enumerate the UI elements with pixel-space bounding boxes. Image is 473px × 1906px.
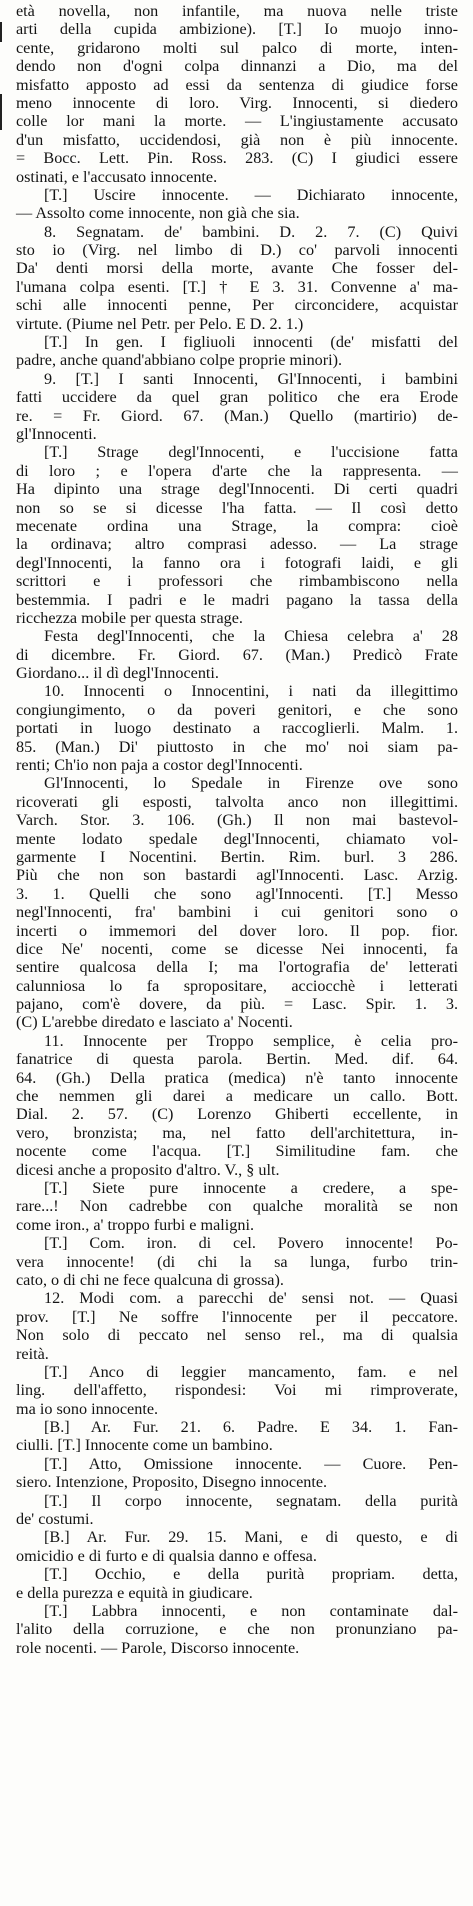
text-line: fatti uccidere da quel gran politico che era Erode xyxy=(16,388,458,407)
text-line: calunniosa lo fa spropositare, acciocchè i letterati xyxy=(16,976,458,995)
text-line: vero, bronzista; ma, nel fatto dell'architettura, in- xyxy=(16,1123,458,1142)
text-line: Varch. Stor. 3. 106. (Gh.) Il non mai bastevol- xyxy=(16,811,458,830)
text-line: la ordinava; altro comprasi adesso. — La strage xyxy=(16,535,458,554)
text-line: meno innocente di loro. Virg. Innocenti, si diedero xyxy=(16,93,458,112)
text-line: ciulli. [T.] Innocente come un bambino. xyxy=(16,1436,273,1455)
text-line: che nemmen gli darei a medicare un callo. Bott. xyxy=(16,1087,458,1106)
text-line: negl'Innocenti, fra' bambini i cui genitori sono o xyxy=(16,903,458,922)
text-line: padre, anche quand'abbiano colpe proprie minori). xyxy=(16,351,343,370)
text-line: cato, o di chi ne fece qualcuna di grossa). xyxy=(16,1270,284,1289)
margin-rule xyxy=(0,22,2,42)
text-line: siero. Intenzione, Proposito, Disegno innocente. xyxy=(16,1473,328,1492)
text-line: prov. [T.] Ne soffre l'innocente per il peccatore. xyxy=(16,1307,458,1326)
text-line: cente, gridarono molti sul palco di morte, inten- xyxy=(16,38,458,57)
text-line: arti della cupida ambizione). [T.] Io muojo inno- xyxy=(16,20,458,39)
text-line: come iron., a' troppo furbi e maligni. xyxy=(16,1215,255,1234)
text-line: mente lodato spedale degl'Innocenti, chiamato vol- xyxy=(16,829,458,848)
text-line: omicidio e di furto e di qualsia danno e offesa. xyxy=(16,1546,317,1565)
text-line: [T.] Labbra innocenti, e non contaminate dal- xyxy=(44,1601,458,1620)
text-line: 12. Modi com. a parecchi de' sensi not. — Quasi xyxy=(44,1289,458,1308)
text-line: l'umana colpa esenti. [T.] † E 3. 31. Convenne a' ma- xyxy=(16,277,458,296)
text-line: [T.] Anco di leggier mancamento, fam. e nel xyxy=(44,1362,458,1381)
text-line: [T.] In gen. I figliuoli innocenti (de' misfatti del xyxy=(44,333,458,352)
text-line: d'un misfatto, uccidendosi, già non è più innocente. xyxy=(16,130,458,149)
text-line: 9. [T.] I santi Innocenti, Gl'Innocenti, i bambini xyxy=(44,369,458,388)
text-line: congiungimento, o da poveri genitori, e che sono xyxy=(16,700,458,719)
text-line: fanatrice di questa parola. Bertin. Med. dif. 64. xyxy=(16,1050,458,1069)
text-line: [T.] Strage degl'Innocenti, e l'uccisione fatta xyxy=(44,443,458,462)
text-line: re. = Fr. Giord. 67. (Man.) Quello (martirio) de- xyxy=(16,406,458,425)
text-line: mecenate ordina una Strage, la compra: cioè xyxy=(16,516,458,535)
text-line: dice Ne' nocenti, come se dicesse Nei innocenti, fa xyxy=(16,939,458,958)
text-line: colle lor mani la morte. — L'ingiustamente accusato xyxy=(16,112,458,131)
text-line: [T.] Siete pure innocente a credere, a spe- xyxy=(44,1179,458,1197)
text-line: = Bocc. Lett. Pin. Ross. 283. (C) I giudici essere xyxy=(16,149,458,168)
text-line: nocente come l'acqua. [T.] Similitudine fam. che xyxy=(16,1142,458,1161)
text-line: portati in luogo destinato a raccoglierli. Malm. 1. xyxy=(16,719,458,738)
text-line: 8. Segnatam. de' bambini. D. 2. 7. (C) Quivi xyxy=(44,222,458,241)
text-line: bestemmia. I padri e le madri pagano la tassa della xyxy=(16,590,458,609)
text-line: degl'Innocenti, la fanno ora i fotografi laidi, e gli xyxy=(16,553,458,572)
text-line: non so se si dicesse l'ha fatta. — Il così detto xyxy=(16,498,458,517)
text-line: [T.] Il corpo innocente, segnatam. della purità xyxy=(44,1491,458,1510)
text-line: Più che non son bastardi agl'Innocenti. Lasc. Arzig. xyxy=(16,866,458,885)
text-line: [T.] Uscire innocente. — Dichiarato innocente, xyxy=(44,185,458,204)
text-line: [T.] Occhio, e della purità propriam. detta, xyxy=(44,1565,458,1584)
text-column xyxy=(16,2,458,1657)
text-line: [T.] Atto, Omissione innocente. — Cuore. Pen- xyxy=(44,1454,458,1473)
text-line: Festa degl'Innocenti, che la Chiesa celebra a' 28 xyxy=(44,627,458,646)
text-line: l'alito della corruzione, e che non pronunziano pa- xyxy=(16,1620,458,1639)
text-line: e della purezza e equità in giudicare. xyxy=(16,1583,253,1602)
text-line: virtute. (Piume nel Petr. per Pelo. E D. 2. 1.) xyxy=(16,314,304,333)
text-line: Gl'Innocenti, lo Spedale in Firenze ove sono xyxy=(44,774,458,793)
text-line: de' costumi. xyxy=(16,1510,94,1529)
text-line: gl'Innocenti. xyxy=(16,424,97,443)
text-line: scrittori e i professori che rimbambiscono nella xyxy=(16,572,458,591)
text-line: ricoverati gli esposti, talvolta anco non illegittimi. xyxy=(16,792,458,811)
text-line: di dicembre. Fr. Giord. 67. (Man.) Predicò Frate xyxy=(16,645,458,664)
text-line: età novella, non infantile, ma nuova nelle triste xyxy=(16,2,458,20)
text-line: 64. (Gh.) Della pratica (medica) n'è tanto innocente xyxy=(16,1068,458,1087)
text-line: 10. Innocenti o Innocentini, i nati da illegittimo xyxy=(44,682,458,701)
text-line: (C) L'arebbe diredato e lasciato a' Nocenti. xyxy=(16,1013,293,1032)
text-line: rare...! Non cadrebbe con qualche moralità se non xyxy=(16,1197,458,1216)
text-line: [B.] Ar. Fur. 29. 15. Mani, e di questo, e di xyxy=(44,1528,458,1547)
text-line: renti; Ch'io non paja a costor degl'Innocenti. xyxy=(16,756,303,775)
text-line: reità. xyxy=(16,1344,49,1363)
text-line: 3. 1. Quelli che sono agl'Innocenti. [T.] Messo xyxy=(16,884,458,903)
margin-rule xyxy=(0,94,2,130)
text-line: 85. (Man.) Di' piuttosto in che mo' noi siam pa- xyxy=(16,737,458,756)
text-line: ostinati, e l'accusato innocente. xyxy=(16,167,218,186)
text-line: sentire qualcosa della I; ma l'ortografia de' letterati xyxy=(16,958,458,977)
text-line: ma io sono innocente. xyxy=(16,1399,159,1418)
text-line: Da' denti morsi della morte, avante Che fosser del- xyxy=(16,259,458,278)
text-line: [T.] Com. iron. di cel. Povero innocente! Po- xyxy=(44,1234,458,1253)
text-line: ling. dell'affetto, rispondesi: Voi mi rimproverate, xyxy=(16,1381,458,1400)
text-line: schi alle innocenti penne, Per circoncidere, acquistar xyxy=(16,296,458,315)
text-line: [B.] Ar. Fur. 21. 6. Padre. E 34. 1. Fan- xyxy=(44,1418,458,1437)
text-line: di loro ; e l'opera d'arte che la rappresenta. — xyxy=(16,461,458,480)
text-line: incerti o immemori del dover loro. Il pop. fior. xyxy=(16,921,458,940)
text-line: 11. Innocente per Troppo semplice, è celia pro- xyxy=(44,1031,458,1050)
text-line: Non solo di peccato nel senso rel., ma di qualsia xyxy=(16,1326,458,1345)
text-line: — Assolto come innocente, non già che sia. xyxy=(16,204,300,223)
text-line: garmente I Nocentini. Bertin. Rim. burl. 3 286. xyxy=(16,847,458,866)
text-line: sto io (Virg. nel limbo di D.) co' parvoli innocenti xyxy=(16,241,458,260)
text-line: Giordano... il dì degl'Innocenti. xyxy=(16,664,219,683)
text-line: vera innocente! (di chi la sa lunga, furbo trin- xyxy=(16,1252,458,1271)
text-line: misfatto apposto ad essi da sentenza di giudice forse xyxy=(16,75,458,94)
text-line: dicesi anche a proposito d'altro. V., § ult. xyxy=(16,1160,280,1179)
text-line: Ha dipinto una strage degl'Innocenti. Di certi quadri xyxy=(16,480,458,499)
text-line: role nocenti. — Parole, Discorso innocente. xyxy=(16,1638,300,1657)
text-line: pajano, com'è dovere, da più. = Lasc. Spir. 1. 3. xyxy=(16,995,458,1014)
text-line: ricchezza mobile per questa strage. xyxy=(16,608,243,627)
text-line: Dial. 2. 57. (C) Lorenzo Ghiberti eccellente, in xyxy=(16,1105,458,1124)
text-line: dendo non d'ogni colpa dinnanzi a Dio, ma del xyxy=(16,57,458,76)
